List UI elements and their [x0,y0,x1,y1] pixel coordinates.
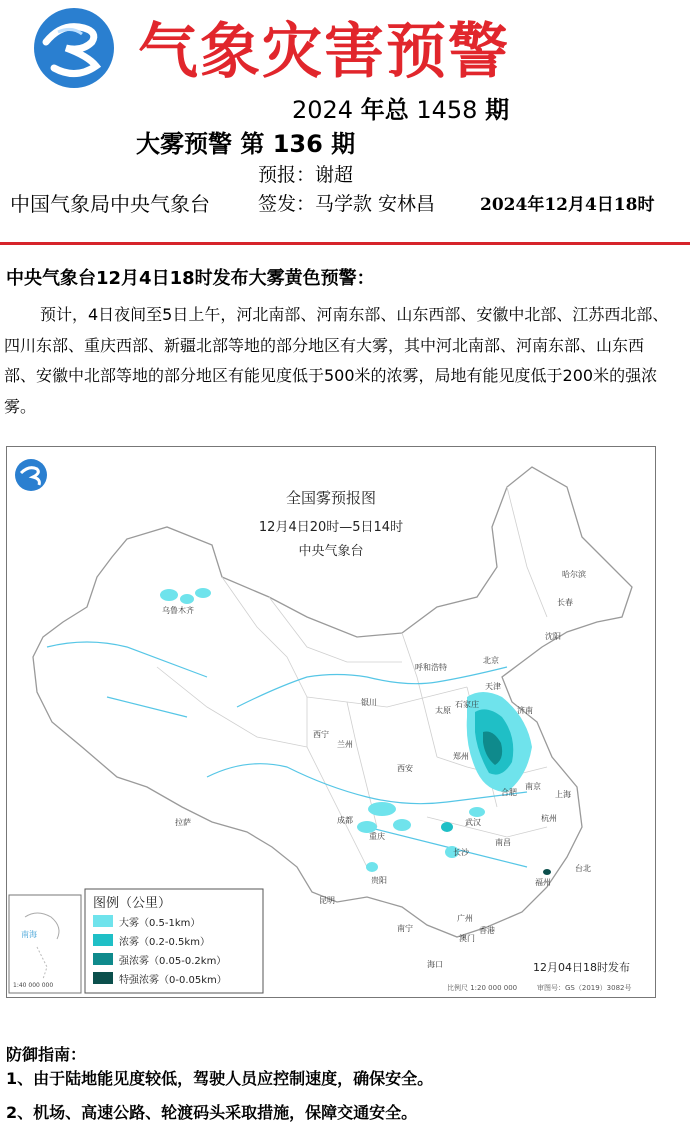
warning-headline: 中央气象台12月4日18时发布大雾黄色预警： [6,268,375,289]
city-label: 拉萨 [175,818,191,827]
issue-total-number: 1458 [416,96,478,124]
city-label: 哈尔滨 [562,570,586,579]
city-label: 香港 [479,926,495,935]
city-label: 澳门 [459,934,475,943]
guide-title: 防御指南： [6,1045,87,1064]
issue-time: 2024年12月4日18时 [480,195,655,215]
signer: 签发：马学款 安林昌 [258,193,436,215]
legend-label: 强浓雾（0.05-0.2km） [119,956,227,967]
city-label: 沈阳 [545,632,561,641]
south-china-sea-inset [9,895,81,993]
guide-item: 1、由于陆地能见度较低，驾驶人员应控制速度，确保安全。 [6,1069,434,1088]
map-canvas [7,447,655,997]
city-label: 杭州 [541,814,557,823]
issue-year: 2024 [292,96,354,124]
city-label: 长沙 [453,848,469,857]
city-label: 武汉 [465,818,481,827]
city-label: 天津 [485,682,501,691]
legend-label: 大雾（0.5-1km） [119,918,201,929]
city-label: 郑州 [453,752,469,761]
organization: 中国气象局中央气象台 [10,192,210,216]
city-label: 银川 [361,698,377,707]
cma-logo-icon [32,6,116,90]
city-label: 乌鲁木齐 [162,606,194,615]
warning-paragraph: 预计，4日夜间至5日上午，河北南部、河南东部、山东西部、安徽中北部、江苏西北部、四川东部、重庆西部、新疆北部等地的部分地区有大雾，其中河北南部、河南东部、山东西部、安徽中北部等地的部分地区有能见度低于500米的浓雾，局地有能见度低于200米的强浓雾。 [4,305,669,416]
city-label: 重庆 [369,832,385,841]
city-label: 石家庄 [455,700,479,709]
map-agency: 中央气象台 [298,544,364,559]
page-title: 气象灾害预警 [138,17,510,87]
map-issued-time: 12月04日18时发布 [533,961,630,974]
map-logo-icon [15,459,47,491]
city-label: 成都 [337,816,353,825]
city-label: 呼和浩特 [415,663,447,672]
legend-label: 特强浓雾（0-0.05km） [119,975,227,986]
legend-swatch [93,934,113,946]
issue-total-label: 年总 [360,96,409,124]
city-label: 台北 [575,864,591,873]
city-label: 贵阳 [371,876,387,885]
header-divider [0,242,690,245]
inset-scale: 1:40 000 000 [13,982,54,989]
legend-swatch [93,953,113,965]
fog-forecast-map [6,446,656,998]
legend-swatch [93,915,113,927]
city-label: 太原 [435,706,451,715]
map-title: 全国雾预报图 [285,489,377,507]
city-label: 广州 [457,914,473,923]
city-label: 昆明 [319,896,335,905]
guide-item: 2、机场、高速公路、轮渡码头采取措施，保障交通安全。 [6,1103,418,1122]
city-label: 北京 [483,656,499,665]
city-label: 南宁 [397,924,413,933]
china-outline [33,467,632,937]
map-legend [85,889,263,993]
map-period: 12月4日20时—5日14时 [258,520,404,535]
city-label: 福州 [535,878,551,887]
issue-suffix: 期 [485,96,510,124]
city-label: 上海 [555,790,571,799]
city-label: 海口 [427,960,443,969]
city-label: 兰州 [337,740,353,749]
city-label: 西安 [397,764,413,773]
city-label: 西宁 [313,730,329,739]
legend-swatch [93,972,113,984]
legend-title: 图例（公里） [93,896,172,911]
forecaster: 预报：谢超 [258,164,354,186]
inset-label: 南海 [21,930,37,939]
city-label: 长春 [557,598,573,607]
city-label: 南京 [525,782,541,791]
city-label: 南昌 [495,838,511,847]
map-scale: 比例尺 1:20 000 000 [447,984,518,992]
issue-number [292,90,509,125]
legend-label: 浓雾（0.2-0.5km） [119,937,210,948]
city-label: 济南 [517,706,533,715]
map-approval-no: 审图号：GS（2019）3082号 [537,984,632,992]
city-label: 合肥 [501,788,517,797]
fog-warning-issue: 大雾预警 第 136 期 [136,130,356,158]
